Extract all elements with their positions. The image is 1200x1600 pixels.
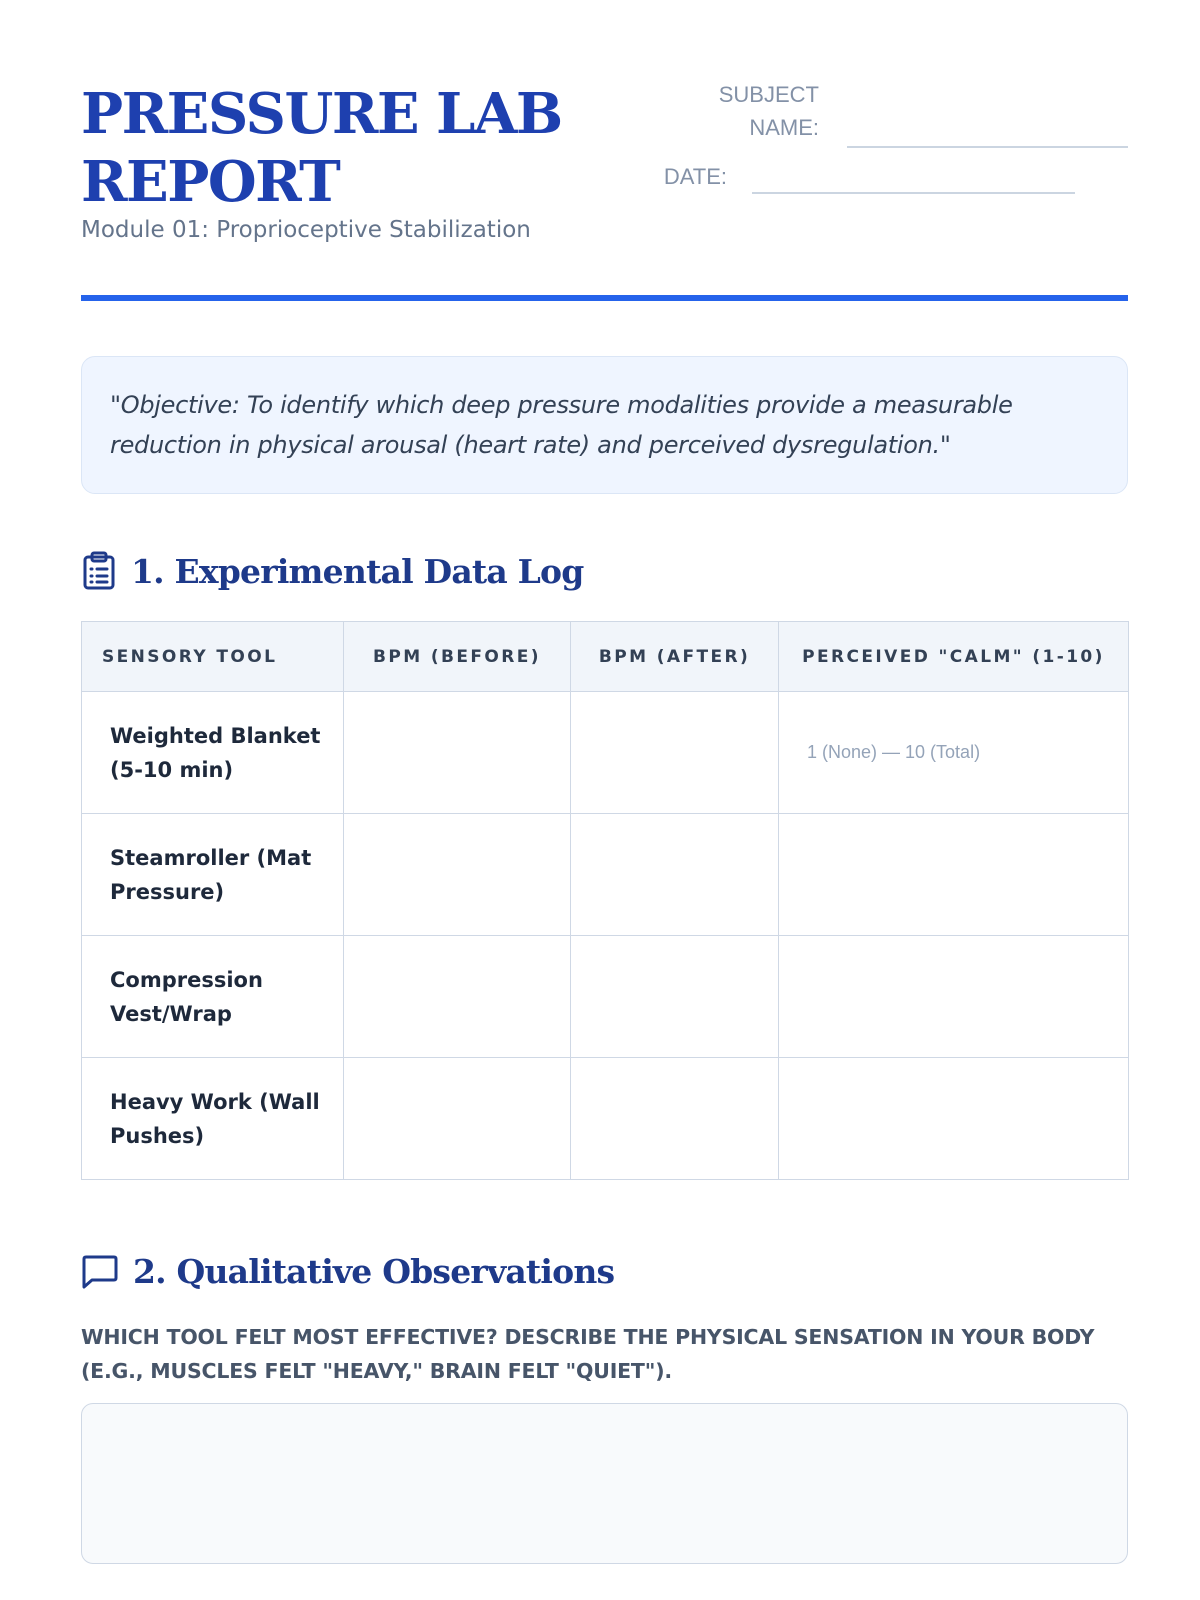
subject-name-field[interactable] [847, 146, 1128, 148]
clipboard-icon [81, 551, 117, 591]
tool-name-cell: Steamroller (Mat Pressure) [82, 814, 344, 936]
header-divider [81, 295, 1128, 301]
calm-rating-cell[interactable] [779, 814, 1129, 936]
objective-text: "Objective: To identify which deep pressure modalities provide a measurable reduction in physical arousal (heart rate) and perceived dysregulation." [110, 391, 1013, 459]
column-header-sensory-tool: SENSORY TOOL [82, 622, 344, 692]
section-observations-heading [81, 1252, 614, 1291]
data-log-table [81, 621, 1129, 1180]
column-header-bpm-before: BPM (BEFORE) [344, 622, 571, 692]
section-title: 2. Qualitative Observations [133, 1252, 615, 1291]
date-field[interactable] [752, 192, 1075, 194]
table-row [82, 1058, 1129, 1180]
bpm-before-cell[interactable] [344, 1058, 571, 1180]
bpm-before-cell[interactable] [344, 692, 571, 814]
bpm-before-cell[interactable] [344, 936, 571, 1058]
table-row [82, 814, 1129, 936]
tool-name-cell: Heavy Work (Wall Pushes) [82, 1058, 344, 1180]
subject-name-label: SUBJECT NAME: [718, 82, 819, 140]
observation-answer-field[interactable] [81, 1403, 1128, 1564]
table-row [82, 936, 1129, 1058]
lab-report-page [81, 0, 1128, 1600]
page-title: PRESSURE LAB REPORT [81, 81, 562, 215]
table-row [82, 692, 1129, 814]
tool-name-cell: Compression Vest/Wrap [82, 936, 344, 1058]
column-header-bpm-after: BPM (AFTER) [571, 622, 779, 692]
chat-icon [81, 1254, 119, 1290]
objective-box [81, 356, 1128, 494]
bpm-after-cell[interactable] [571, 814, 779, 936]
table-header-row [82, 622, 1129, 692]
calm-rating-cell[interactable] [779, 936, 1129, 1058]
bpm-after-cell[interactable] [571, 936, 779, 1058]
date-label: DATE: [663, 164, 727, 189]
column-header-perceived-calm: PERCEIVED "CALM" (1-10) [779, 622, 1129, 692]
observation-question: WHICH TOOL FELT MOST EFFECTIVE? DESCRIBE THE PHYSICAL SENSATION IN YOUR BODY (E.G., MUSCLES FELT "HEAVY," BRAIN FELT "QUIET"). [81, 1325, 1095, 1383]
calm-rating-cell[interactable] [779, 1058, 1129, 1180]
bpm-after-cell[interactable] [571, 1058, 779, 1180]
page-subtitle: Module 01: Proprioceptive Stabilization [81, 217, 531, 243]
tool-name-cell: Weighted Blanket (5-10 min) [82, 692, 344, 814]
bpm-after-cell[interactable] [571, 692, 779, 814]
section-title: 1. Experimental Data Log [131, 551, 584, 591]
bpm-before-cell[interactable] [344, 814, 571, 936]
calm-rating-cell[interactable]: 1 (None) — 10 (Total) [779, 692, 1129, 814]
section-data-log-heading [81, 551, 584, 591]
